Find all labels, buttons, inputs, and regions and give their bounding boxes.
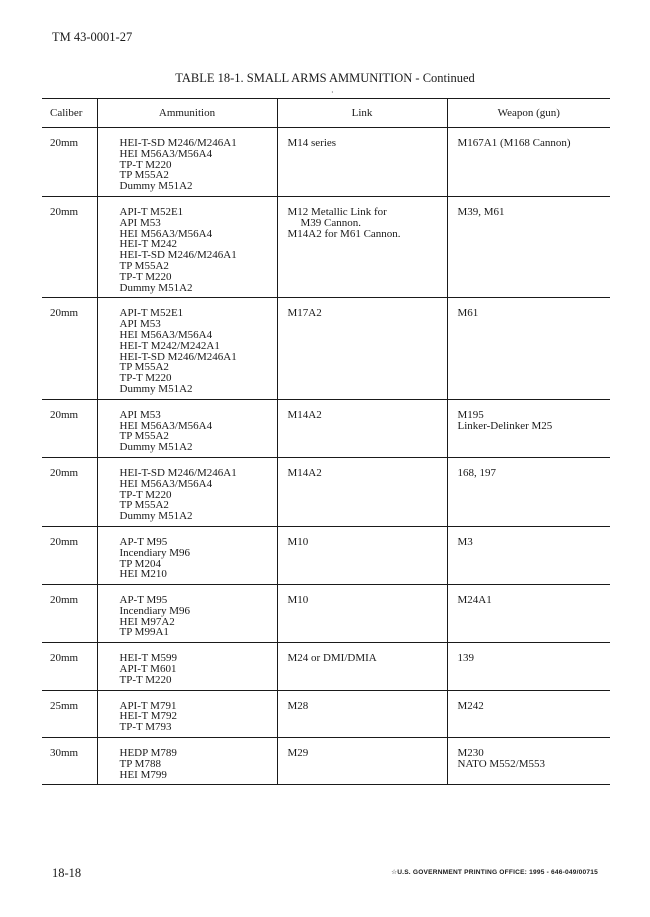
ammunition-cell bbox=[97, 196, 277, 297]
ammunition-line: HEI M56A3/M56A4 bbox=[119, 227, 213, 240]
weapon-line: M230 bbox=[457, 747, 484, 760]
ammunition-line: AP-T M95 bbox=[119, 594, 168, 607]
table-row bbox=[42, 457, 610, 526]
ammunition-line: TP M55A2 bbox=[119, 499, 169, 512]
ammunition-line: TP M55A2 bbox=[119, 430, 169, 443]
caliber-cell: 25mm bbox=[42, 690, 97, 737]
link-line: M12 Metallic Link for bbox=[287, 205, 387, 218]
link-cell bbox=[277, 298, 447, 399]
ammunition-line: Incendiary M96 bbox=[119, 604, 191, 617]
link-line: M39 Cannon. bbox=[300, 216, 361, 229]
link-cell bbox=[277, 196, 447, 297]
ammunition-line: TP M55A2 bbox=[119, 361, 169, 374]
ammunition-cell bbox=[97, 298, 277, 399]
ammunition-table bbox=[42, 98, 610, 785]
column-header-ammunition: Ammunition bbox=[97, 99, 277, 128]
ammunition-cell bbox=[97, 457, 277, 526]
column-header-link: Link bbox=[277, 99, 447, 128]
page-number: 18-18 bbox=[52, 866, 82, 880]
ammunition-line: TP-T M793 bbox=[119, 721, 172, 734]
ammunition-line: TP-T M220 bbox=[119, 270, 172, 283]
ammunition-line: HEI-T M792 bbox=[119, 710, 178, 723]
weapon-line: M195 bbox=[457, 408, 484, 421]
ammunition-line: HEI-T M599 bbox=[119, 652, 178, 665]
ammunition-line: HEI-T-SD M246/M246A1 bbox=[119, 350, 237, 363]
weapon-line: M3 bbox=[457, 535, 473, 548]
caliber-cell: 20mm bbox=[42, 643, 97, 690]
table-title: TABLE 18-1. SMALL ARMS AMMUNITION - Continued bbox=[175, 71, 475, 85]
weapon-line: M167A1 (M168 Cannon) bbox=[457, 137, 571, 149]
weapon-line: M61 bbox=[457, 307, 479, 320]
ammunition-line: TP M204 bbox=[119, 557, 161, 570]
weapon-line: NATO M552/M553 bbox=[457, 757, 546, 770]
ammunition-line: AP-T M95 bbox=[119, 535, 168, 548]
caliber-cell: 20mm bbox=[42, 457, 97, 526]
printing-office-imprint: ☆U.S. GOVERNMENT PRINTING OFFICE: 1995 - 646-049/00715 bbox=[391, 869, 598, 876]
link-line: M14 series bbox=[287, 137, 337, 149]
link-cell bbox=[277, 738, 447, 785]
weapon-line: M39, M61 bbox=[457, 205, 505, 218]
ammunition-line: Incendiary M96 bbox=[119, 546, 191, 559]
ammunition-line: API-T M601 bbox=[119, 663, 177, 676]
ammunition-line: HEI M799 bbox=[119, 768, 167, 781]
ammunition-line: API-T M52E1 bbox=[119, 205, 184, 218]
ammunition-cell bbox=[97, 526, 277, 584]
ammunition-line: API-T M791 bbox=[119, 699, 177, 712]
column-header-weapon: Weapon (gun) bbox=[447, 99, 610, 128]
ammunition-line: TP-T M220 bbox=[119, 372, 172, 385]
weapon-cell bbox=[447, 128, 610, 197]
ammunition-line: TP M99A1 bbox=[119, 626, 169, 639]
table-row bbox=[42, 196, 610, 297]
ammunition-line: TP-T M220 bbox=[119, 488, 172, 501]
ammunition-line: TP-T M220 bbox=[119, 673, 172, 686]
ammunition-cell bbox=[97, 128, 277, 197]
weapon-line: M24A1 bbox=[457, 594, 492, 607]
ammunition-line: HEI M56A3/M56A4 bbox=[119, 419, 213, 432]
ammunition-line: HEI M56A3/M56A4 bbox=[119, 147, 213, 160]
link-cell bbox=[277, 128, 447, 197]
ammunition-cell bbox=[97, 399, 277, 457]
weapon-cell bbox=[447, 196, 610, 297]
weapon-line: M242 bbox=[457, 699, 484, 712]
ammunition-line: TP-T M220 bbox=[119, 158, 172, 171]
ammunition-line: API M53 bbox=[119, 408, 161, 421]
ammunition-cell bbox=[97, 690, 277, 737]
link-cell bbox=[277, 643, 447, 690]
caliber-cell: 20mm bbox=[42, 585, 97, 643]
ammunition-line: Dummy M51A2 bbox=[119, 382, 193, 395]
table-body bbox=[42, 128, 610, 785]
weapon-cell bbox=[447, 643, 610, 690]
print-mark: · bbox=[331, 88, 334, 97]
ammunition-line: Dummy M51A2 bbox=[119, 180, 193, 193]
ammunition-line: Dummy M51A2 bbox=[119, 441, 193, 454]
caliber-cell: 20mm bbox=[42, 128, 97, 197]
ammunition-line: HEI-T-SD M246/M246A1 bbox=[119, 137, 237, 149]
link-line: M10 bbox=[287, 594, 309, 607]
caliber-cell: 20mm bbox=[42, 526, 97, 584]
caliber-cell: 20mm bbox=[42, 196, 97, 297]
weapon-cell bbox=[447, 457, 610, 526]
ammunition-line: TP M788 bbox=[119, 757, 161, 770]
ammunition-line: HEI-T-SD M246/M246A1 bbox=[119, 249, 237, 262]
weapon-line: 139 bbox=[457, 652, 474, 665]
link-cell bbox=[277, 526, 447, 584]
weapon-line: Linker-Delinker M25 bbox=[457, 419, 553, 432]
weapon-cell bbox=[447, 690, 610, 737]
table-header-row bbox=[42, 99, 610, 128]
ammunition-line: HEI-T-SD M246/M246A1 bbox=[119, 466, 237, 479]
ammunition-line: HEI M97A2 bbox=[119, 615, 175, 628]
link-line: M17A2 bbox=[287, 307, 322, 320]
caliber-cell: 30mm bbox=[42, 738, 97, 785]
link-line: M28 bbox=[287, 699, 309, 712]
table-row bbox=[42, 399, 610, 457]
weapon-cell bbox=[447, 526, 610, 584]
table-row bbox=[42, 526, 610, 584]
link-cell bbox=[277, 690, 447, 737]
ammunition-line: Dummy M51A2 bbox=[119, 510, 193, 523]
table-row bbox=[42, 585, 610, 643]
ammunition-line: HEI-T M242/M242A1 bbox=[119, 339, 220, 352]
table-row bbox=[42, 738, 610, 785]
weapon-line: 168, 197 bbox=[457, 466, 496, 479]
ammunition-line: HEI M210 bbox=[119, 568, 167, 581]
link-line: M14A2 bbox=[287, 466, 322, 479]
column-header-caliber: Caliber bbox=[42, 99, 97, 128]
caliber-cell: 20mm bbox=[42, 399, 97, 457]
link-line: M10 bbox=[287, 535, 309, 548]
table-row bbox=[42, 298, 610, 399]
weapon-cell bbox=[447, 738, 610, 785]
ammunition-cell bbox=[97, 585, 277, 643]
link-cell bbox=[277, 399, 447, 457]
weapon-cell bbox=[447, 399, 610, 457]
ammunition-cell bbox=[97, 643, 277, 690]
link-line: M14A2 for M61 Cannon. bbox=[287, 227, 401, 240]
link-line: M14A2 bbox=[287, 408, 322, 421]
link-cell bbox=[277, 457, 447, 526]
ammunition-line: HEI M56A3/M56A4 bbox=[119, 477, 213, 490]
link-cell bbox=[277, 585, 447, 643]
caliber-cell: 20mm bbox=[42, 298, 97, 399]
ammunition-line: API-T M52E1 bbox=[119, 307, 184, 320]
table-row bbox=[42, 128, 610, 197]
ammunition-line: HEI M56A3/M56A4 bbox=[119, 328, 213, 341]
document-id: TM 43-0001-27 bbox=[52, 30, 133, 44]
weapon-cell bbox=[447, 298, 610, 399]
ammunition-cell bbox=[97, 738, 277, 785]
link-line: M24 or DMI/DMIA bbox=[287, 652, 377, 665]
table-row bbox=[42, 690, 610, 737]
ammunition-line: API M53 bbox=[119, 216, 161, 229]
ammunition-line: TP M55A2 bbox=[119, 169, 169, 182]
ammunition-line: HEDP M789 bbox=[119, 747, 177, 760]
ammunition-line: TP M55A2 bbox=[119, 259, 169, 272]
link-line: M29 bbox=[287, 747, 309, 760]
ammunition-line: HEI-T M242 bbox=[119, 238, 178, 251]
table-row bbox=[42, 643, 610, 690]
ammunition-line: API M53 bbox=[119, 318, 161, 331]
ammunition-line: Dummy M51A2 bbox=[119, 281, 193, 294]
weapon-cell bbox=[447, 585, 610, 643]
